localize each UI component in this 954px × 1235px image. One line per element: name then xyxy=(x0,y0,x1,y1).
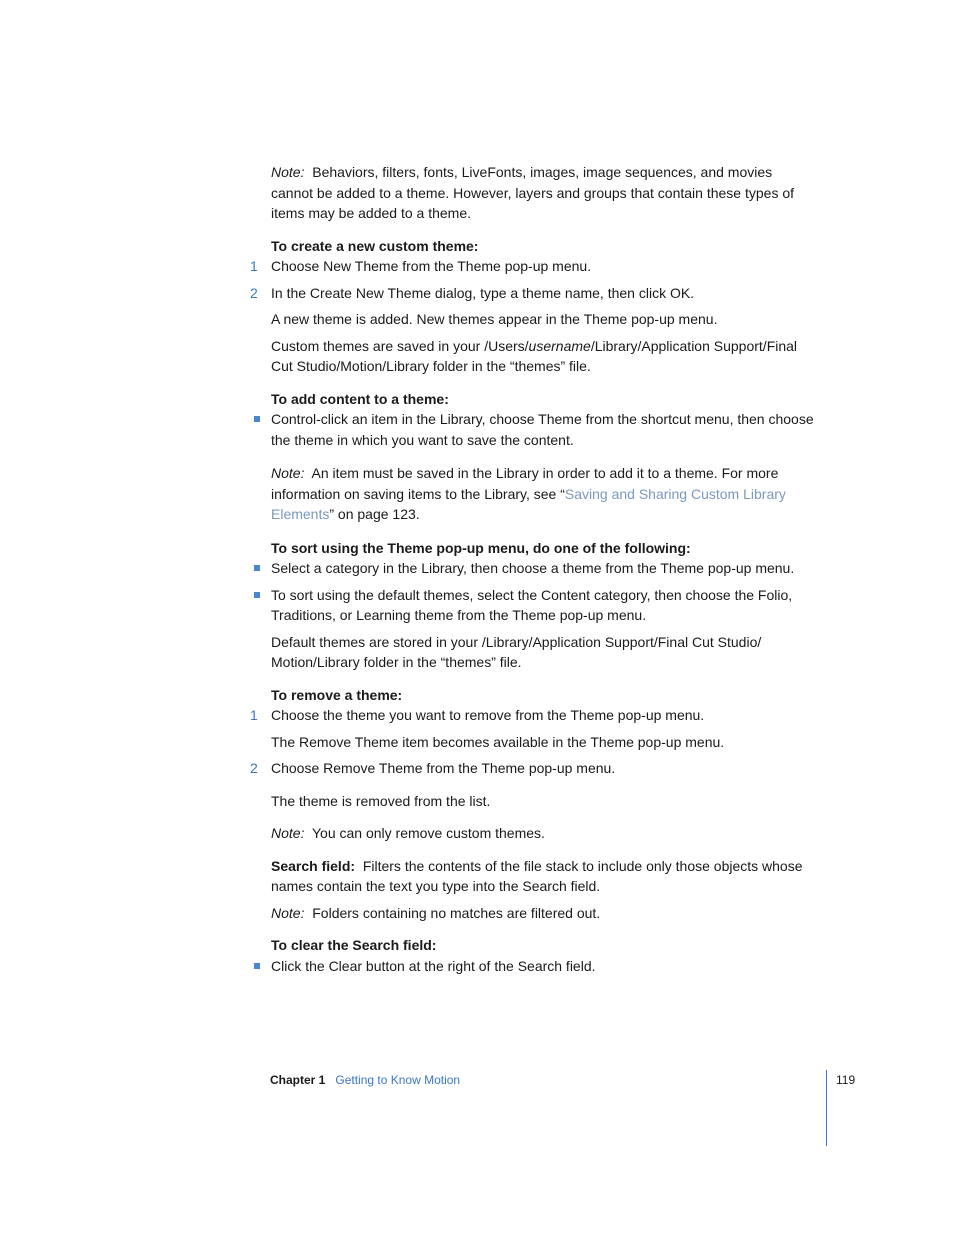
step-number: 1 xyxy=(250,258,258,274)
step-number: 2 xyxy=(250,760,258,776)
bullet-text: Control-click an item in the Library, choose Theme from the shortcut menu, then choose the theme in which you want to save the content. xyxy=(271,411,814,448)
heading-remove-theme: To remove a theme: xyxy=(271,686,403,703)
create-saved-location xyxy=(271,336,816,377)
remove-step-1-result: The Remove Theme item becomes available in the Theme pop-up menu. xyxy=(271,733,725,750)
bullet-square-icon xyxy=(254,592,260,598)
note-label: Note: xyxy=(271,465,305,481)
add-note xyxy=(271,463,816,525)
search-field-label: Search field: xyxy=(271,857,356,874)
remove-note xyxy=(271,823,816,844)
sort-bullet-1 xyxy=(271,558,816,579)
page-content xyxy=(0,162,954,976)
saved-text-pre: Custom themes are saved in your /Users/ xyxy=(271,337,529,354)
remove-result: The theme is removed from the list. xyxy=(271,792,491,809)
bullet-text: To sort using the default themes, select the Content category, then choose the Folio, Traditions, or Learning theme from the Theme pop-up menu. xyxy=(271,586,793,623)
chapter-title-link[interactable]: Getting to Know Motion xyxy=(335,1073,461,1087)
search-note xyxy=(271,903,816,924)
create-result: A new theme is added. New themes appear in the Theme pop-up menu. xyxy=(271,311,718,327)
saving-sharing-link[interactable]: Saving and Sharing Custom Library Elements xyxy=(271,485,786,522)
note-text: Folders containing no matches are filtered out. xyxy=(312,904,601,921)
step-text: Choose the theme you want to remove from the Theme pop-up menu. xyxy=(271,707,705,723)
page-footer xyxy=(270,1072,460,1088)
bullet-square-icon xyxy=(254,565,260,571)
note-text: You can only remove custom themes. xyxy=(312,825,545,841)
note-label: Note: xyxy=(271,164,305,180)
bullet-square-icon xyxy=(254,963,260,969)
add-bullet-1 xyxy=(271,409,816,450)
saved-text-post: /Library/Application Support/Final Cut Studio/Motion/Library folder in the “themes” file. xyxy=(271,337,798,374)
create-step-1 xyxy=(250,256,816,277)
note-label: Note: xyxy=(271,904,305,921)
bullet-text: Click the Clear button at the right of the Search field. xyxy=(271,957,596,974)
remove-step-2 xyxy=(250,758,816,779)
bullet-square-icon xyxy=(254,416,260,422)
bullet-text: Select a category in the Library, then choose a theme from the Theme pop-up menu. xyxy=(271,560,795,576)
sort-bullet-2 xyxy=(271,585,816,626)
heading-sort: To sort using the Theme pop-up menu, do one of the following: xyxy=(271,539,691,556)
chapter-label: Chapter 1 xyxy=(270,1073,326,1087)
sort-default-location: Default themes are stored in your /Library/Application Support/Final Cut Studio/ Motion/Library folder in the “themes” file. xyxy=(271,633,762,670)
note-label: Note: xyxy=(271,825,305,841)
page-number: 119 xyxy=(836,1073,856,1087)
footer-divider xyxy=(826,1070,827,1146)
note-text-post: ” on page 123. xyxy=(329,506,420,522)
search-field-text: Filters the contents of the file stack to include only those objects whose names contain the text you type into the Search field. xyxy=(271,857,803,894)
search-field-description xyxy=(271,856,816,897)
note-themes xyxy=(271,162,816,224)
note-text: Behaviors, filters, fonts, LiveFonts, images, image sequences, and movies cannot be added to a theme. However, layers and groups that contain these types of items may be added to a theme. xyxy=(271,164,795,221)
step-text: Choose Remove Theme from the Theme pop-up menu. xyxy=(271,760,616,776)
saved-text-username: username xyxy=(528,337,591,354)
step-number: 1 xyxy=(250,707,258,723)
step-number: 2 xyxy=(250,284,258,301)
step-text: In the Create New Theme dialog, type a theme name, then click OK. xyxy=(271,284,695,301)
heading-add-content: To add content to a theme: xyxy=(271,390,449,407)
heading-clear-search: To clear the Search field: xyxy=(271,937,437,953)
create-step-2 xyxy=(250,283,816,304)
note-text-pre: An item must be saved in the Library in order to add it to a theme. For more information on saving items to the Library, see “ xyxy=(271,465,779,502)
clear-bullet-1 xyxy=(271,956,816,977)
heading-create-theme: To create a new custom theme: xyxy=(271,237,479,254)
remove-step-1 xyxy=(250,705,816,726)
step-text: Choose New Theme from the Theme pop-up menu. xyxy=(271,258,592,274)
